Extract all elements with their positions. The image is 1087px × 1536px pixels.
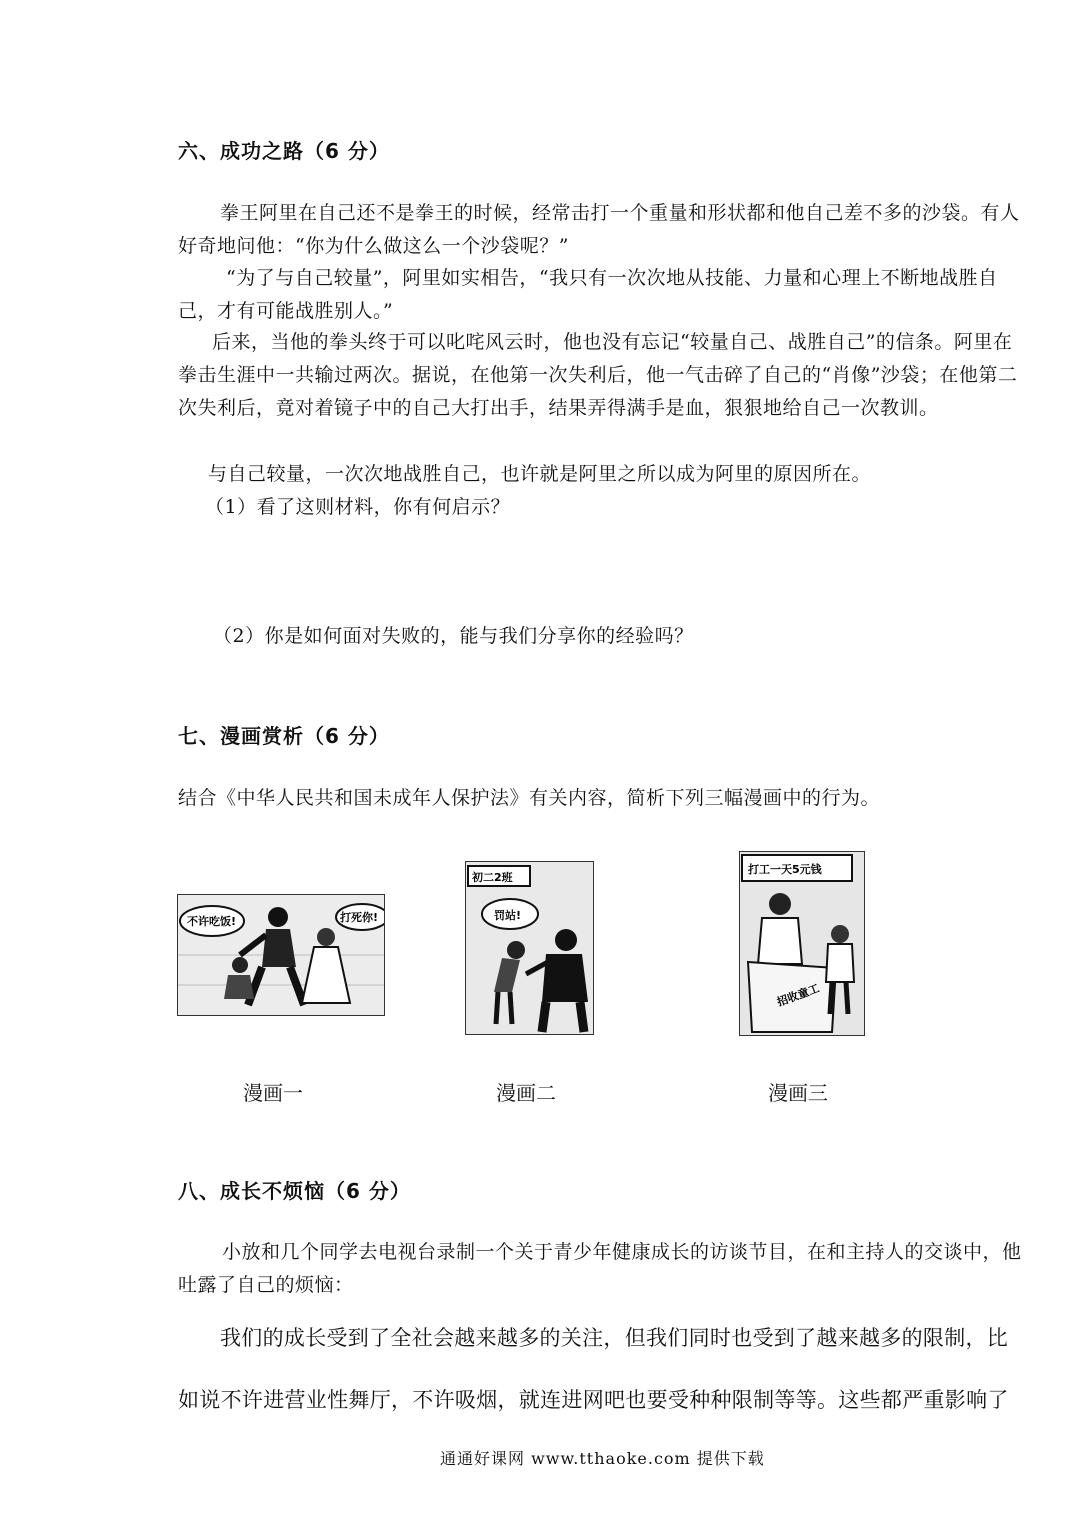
question-2: （2）你是如何面对失败的，能与我们分享你的经验吗？ [213,625,694,647]
section-7-heading: 七、漫画赏析（6 分） [178,724,390,748]
comic-3-desk-sign: 招收童工 [775,981,822,1009]
section-8-paragraph-1: 小放和几个同学去电视台录制一个关于青少年健康成长的访谈节目，在和主持人的交谈中，他吐露了自己的烦恼： [178,1241,1022,1296]
comic-3-image [739,851,865,1036]
comic-2-bubble: 罚站! [494,909,522,922]
comic-2-image [465,861,594,1035]
section-6-paragraph-1: 拳王阿里在自己还不是拳王的时候，经常击打一个重量和形状都和他自己差不多的沙袋。有人好奇地问他：“你为什么做这么一个沙袋呢？” [178,202,1020,257]
section-8-quote-line-1: 我们的成长受到了全社会越来越多的关注，但我们同时也受到了越来越多的限制，比 [220,1326,1009,1350]
section-6-paragraph-3: 后来，当他的拳头终于可以叱咤风云时，他也没有忘记“较量自己、战胜自己”的信条。阿里在拳击生涯中一共输过两次。据说，在他第一次失利后，他一气击碎了自己的“肖像”沙袋；在他第二次失利后，竟对着镜子中的自己大打出手，结果弄得满手是血，狠狠地给自己一次教训。 [178,331,1018,419]
section-6-paragraph-2: “为了与自己较量”，阿里如实相告，“我只有一次次地从技能、力量和心理上不断地战胜自己，才有可能战胜别人。” [178,267,998,322]
comic-3-caption: 漫画三 [768,1081,828,1105]
section-8-heading: 八、成长不烦恼（6 分） [178,1179,411,1203]
comic-1-bubble-2: 打死你! [340,911,379,924]
section-8-quote-line-2: 如说不许进营业性舞厅，不许吸烟，就连进网吧也要受种种限制等等。这些都严重影响了 [178,1388,1009,1412]
comic-3-bubble: 打工一天5元钱 [748,863,822,876]
section-7-intro: 结合《中华人民共和国未成年人保护法》有关内容，简析下列三幅漫画中的行为。 [178,787,881,809]
comic-2-sign: 初二2班 [472,871,513,884]
comic-1-caption: 漫画一 [243,1081,303,1105]
section-6-heading: 六、成功之路（6 分） [178,139,390,163]
comic-2-caption: 漫画二 [496,1081,556,1105]
question-1: （1）看了这则材料，你有何启示？ [205,496,511,518]
comic-1-image [177,894,385,1016]
comic-1-bubble-1: 不许吃饭! [187,915,237,928]
section-6-paragraph-4: 与自己较量，一次次地战胜自己，也许就是阿里之所以成为阿里的原因所在。 [208,463,872,485]
page-footer: 通通好课网 www.tthaoke.com 提供下载 [440,1449,765,1468]
